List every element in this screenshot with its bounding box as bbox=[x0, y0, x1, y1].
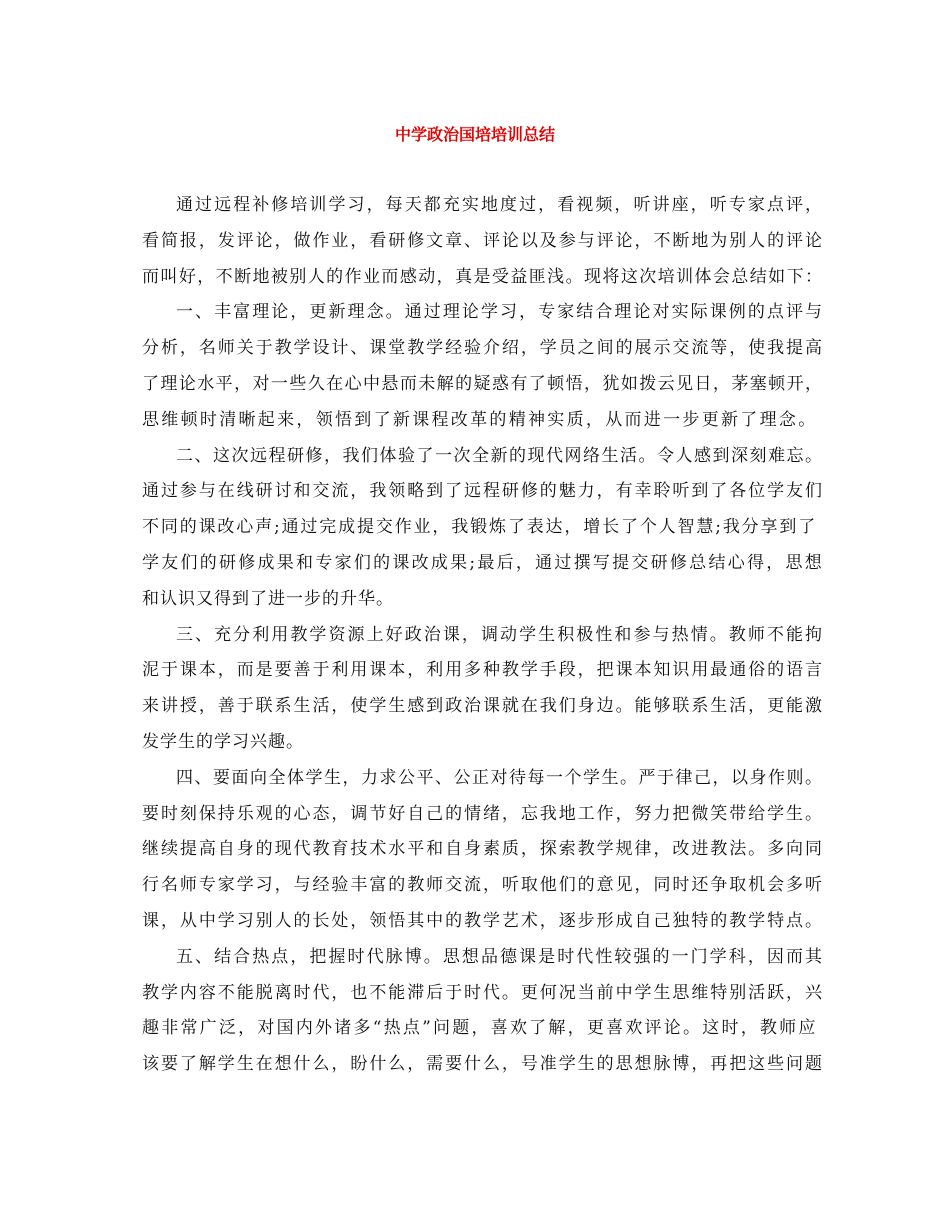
body-line: 课，从中学习别人的长处，领悟其中的教学艺术，逐步形成自己独特的教学特点。 bbox=[142, 911, 824, 931]
body-line: 通过参与在线研讨和交流，我领略到了远程研修的魅力，有幸聆听到了各位学友们 bbox=[142, 481, 824, 501]
body-line: 思维顿时清晰起来，领悟到了新课程改革的精神实质，从而进一步更新了理念。 bbox=[142, 410, 818, 430]
body-line: 四、要面向全体学生，力求公平、公正对待每一个学生。严于律己，以身作则。 bbox=[176, 768, 824, 788]
body-line: 一、丰富理论，更新理念。通过理论学习，专家结合理论对实际课例的点评与 bbox=[176, 302, 825, 322]
document-title: 中学政治国培培训总结 bbox=[394, 125, 555, 144]
body-line: 不同的课改心声;通过完成提交作业，我锻炼了表达，增长了个人智慧;我分享到了 bbox=[142, 517, 818, 537]
body-line: 三、充分利用教学资源上好政治课，调动学生积极性和参与热情。教师不能拘 bbox=[176, 625, 825, 645]
body-line: 而叫好，不断地被别人的作业而感动，真是受益匪浅。现将这次培训体会总结如下： bbox=[142, 267, 824, 287]
body-line: 发学生的学习兴趣。 bbox=[142, 732, 304, 752]
body-line: 分析，名师关于教学设计、课堂教学经验介绍，学员之间的展示交流等，使我提高 bbox=[142, 338, 824, 358]
body-line: 学友们的研修成果和专家们的课改成果;最后，通过撰写提交研修总结心得，思想 bbox=[142, 553, 824, 573]
body-line: 看简报，发评论，做作业，看研修文章、评论以及参与评论，不断地为别人的评论 bbox=[142, 231, 824, 251]
body-line: 和认识又得到了进一步的升华。 bbox=[142, 589, 394, 609]
body-line: 要时刻保持乐观的心态，调节好自己的情绪，忘我地工作，努力把微笑带给学生。 bbox=[142, 804, 824, 824]
body-line: 通过远程补修培训学习，每天都充实地度过，看视频，听讲座，听专家点评， bbox=[176, 195, 825, 215]
body-line: 趣非常广泛，对国内外诸多“热点”问题，喜欢了解，更喜欢评论。这时，教师应 bbox=[142, 1018, 818, 1038]
body-line: 了理论水平，对一些久在心中悬而未解的疑惑有了顿悟，犹如拨云见日，茅塞顿开， bbox=[142, 374, 824, 394]
body-line: 该要了解学生在想什么，盼什么，需要什么，号准学生的思想脉博，再把这些问题 bbox=[142, 1054, 824, 1074]
body-line: 来讲授，善于联系生活，使学生感到政治课就在我们身边。能够联系生活，更能激 bbox=[142, 696, 824, 716]
body-line: 泥于课本，而是要善于利用课本，利用多种教学手段，把课本知识用最通俗的语言 bbox=[142, 660, 824, 680]
body-line: 行名师专家学习，与经验丰富的教师交流，听取他们的意见，同时还争取机会多听 bbox=[142, 875, 824, 895]
body-line: 五、结合热点，把握时代脉博。思想品德课是时代性较强的一门学科，因而其 bbox=[176, 947, 825, 967]
body-line: 二、这次远程研修，我们体验了一次全新的现代网络生活。令人感到深刻难忘。 bbox=[176, 446, 824, 466]
body-line: 教学内容不能脱离时代，也不能滞后于时代。更何况当前中学生思维特别活跃，兴 bbox=[142, 983, 824, 1003]
body-line: 继续提高自身的现代教育技术水平和自身素质，探索教学规律，改进教法。多向同 bbox=[142, 839, 824, 859]
